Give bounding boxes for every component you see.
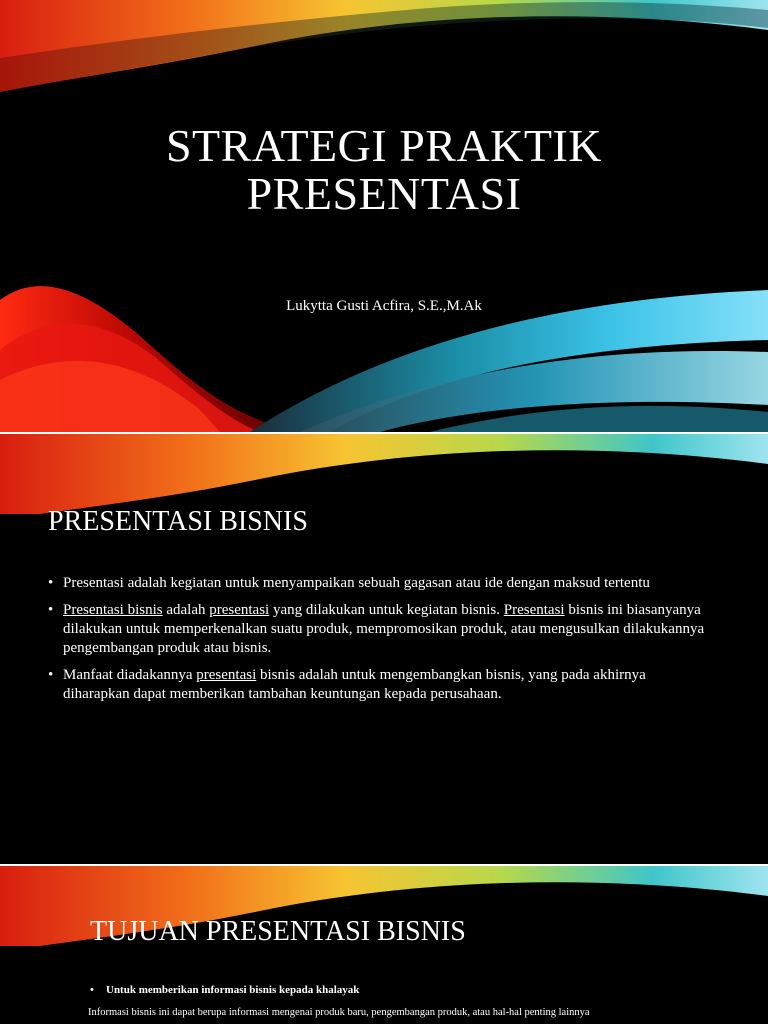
title-slide	[0, 0, 768, 432]
presentasi-link[interactable]: Presentasi	[503, 602, 565, 618]
presentasi-bisnis-link[interactable]: Presentasi bisnis	[63, 602, 163, 618]
section-heading: TUJUAN PRESENTASI BISNIS	[90, 916, 466, 947]
bullet-item: • Presentasi bisnis adalah presentasi yang dilakukan untuk kegiatan bisnis. Presentasi bisnis ini biasanyanya dilakukan untuk memperkenalkan suatu produk, mempromosikan produk, atau mengusulkan dilakukannya pengembangan produk atau bisnis.	[48, 601, 708, 658]
presentasi-link[interactable]: presentasi	[196, 667, 257, 683]
top-swoosh-decoration	[0, 434, 768, 514]
slide-title	[0, 122, 768, 218]
title-line-1: STRATEGI PRAKTIK	[165, 120, 603, 171]
bold-bullet: • Untuk memberikan informasi bisnis kepada khalayak	[90, 984, 360, 996]
body-text: Informasi bisnis ini dapat berupa informasi mengenai produk baru, pengembangan produk, atau hal-hal penting lainnya	[88, 1007, 590, 1018]
section-heading: PRESENTASI BISNIS	[48, 506, 308, 537]
presentasi-link[interactable]: presentasi	[209, 602, 270, 618]
author-subtitle: Lukytta Gusti Acfira, S.E.,M.Ak	[286, 298, 482, 314]
bullet-item: • Manfaat diadakannya presentasi bisnis adalah untuk mengembangkan bisnis, yang pada akhirnya diharapkan dapat memberikan tambahan keuntungan kepada perusahaan.	[48, 666, 708, 704]
title-line-2: PRESENTASI	[246, 168, 522, 219]
objectives-slide	[0, 866, 768, 1024]
bullet-item: • Presentasi adalah kegiatan untuk menyampaikan sebuah gagasan atau ide dengan maksud tertentu	[48, 574, 708, 593]
bullet-list	[48, 574, 708, 712]
business-presentation-slide	[0, 434, 768, 864]
